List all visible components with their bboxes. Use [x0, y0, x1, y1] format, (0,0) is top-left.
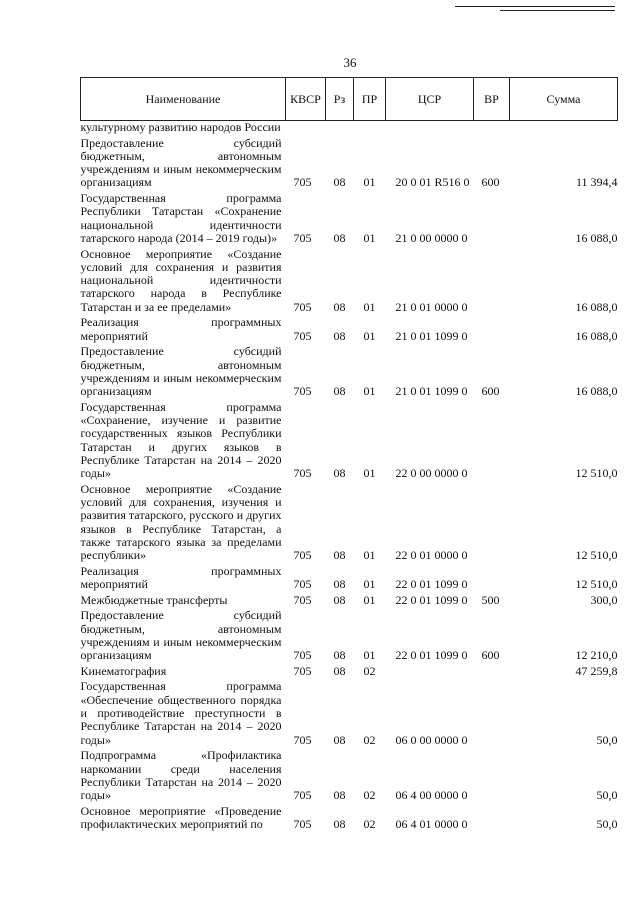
table-row [81, 316, 618, 345]
row-rz: 08 [333, 732, 346, 747]
table-row [81, 680, 618, 749]
row-pr: 01 [363, 230, 376, 245]
table-row [81, 345, 618, 400]
row-pr: 01 [363, 328, 376, 343]
row-sum: 12 510,0 [575, 548, 618, 563]
row-rz: 08 [333, 548, 346, 563]
header-rz: Рз [326, 78, 354, 121]
row-sum: 47 259,8 [575, 663, 618, 678]
row-name: Основное мероприятие «Создание условий для сохранения и развития национальной идентичности татарского народа в Республике Татарстан и за ее пределами» [80, 246, 282, 314]
row-name: Государственная программа Республики Татарстан «Сохранение национальной идентичности татарского народа (2014 – 2019 годы)» [80, 191, 282, 245]
row-kvsr [286, 121, 326, 137]
row-name: культурному развитию народов России [80, 120, 281, 134]
table-row [81, 401, 618, 483]
table-row [81, 749, 618, 804]
row-name: Государственная программа «Обеспечение общественного порядка и противодействие преступности в Республике Татарстан на 2014 – 2020 годы» [80, 679, 282, 747]
row-kvsr: 705 [293, 175, 312, 190]
header-kvsr: КВСР [286, 78, 326, 121]
row-name: Кинематография [80, 663, 167, 678]
row-pr: 01 [363, 299, 376, 314]
row-pr: 01 [363, 592, 376, 607]
table-row [81, 248, 618, 317]
row-rz: 08 [333, 592, 346, 607]
budget-table [80, 77, 618, 834]
row-vr [474, 680, 510, 749]
header-pr: ПР [354, 78, 386, 121]
row-csr: 21 0 01 0000 0 [395, 299, 468, 314]
row-rz [326, 121, 354, 137]
row-kvsr: 705 [293, 328, 312, 343]
row-name: Подпрограмма «Профилактика наркомании среди населения Республики Татарстан на 2014 – 2020 годы» [80, 748, 282, 803]
row-rz: 08 [333, 788, 346, 803]
row-name: Государственная программа «Сохранение, изучение и развитие государственных языков Республики Татарстан и других языков в Республике Татарстан на 2014 – 2020 годы» [80, 399, 282, 481]
row-csr: 22 0 01 0000 0 [395, 548, 468, 563]
row-sum: 50,0 [596, 732, 618, 747]
row-kvsr: 705 [293, 299, 312, 314]
row-name: Основное мероприятие «Создание условий для сохранения, изучения и развития татарского, русского и других языков в Республике Татарстан, а также татарского языка за пределами республики» [80, 481, 282, 563]
row-rz: 08 [333, 663, 346, 678]
row-pr: 01 [363, 577, 376, 592]
row-rz: 08 [333, 648, 346, 663]
row-vr [474, 401, 510, 483]
row-csr: 06 4 00 0000 0 [395, 788, 468, 803]
row-sum: 300,0 [590, 592, 618, 607]
row-csr: 22 0 00 0000 0 [395, 466, 468, 481]
row-name: Межбюджетные трансферты [80, 592, 228, 607]
row-vr [474, 192, 510, 247]
top-rule-short [500, 10, 615, 11]
header-sum: Сумма [510, 78, 618, 121]
row-pr [354, 121, 386, 137]
row-vr [474, 248, 510, 317]
row-vr [474, 565, 510, 594]
row-sum: 16 088,0 [575, 299, 618, 314]
row-pr: 02 [363, 817, 376, 831]
page-number: 36 [343, 55, 357, 70]
row-rz: 08 [333, 299, 346, 314]
row-vr: 600 [481, 648, 500, 663]
row-vr [474, 749, 510, 804]
row-sum [510, 121, 618, 137]
row-name: Предоставление субсидий бюджетным, автономным учреждениям и иным некоммерческим организациям [80, 135, 282, 190]
row-kvsr: 705 [293, 230, 312, 245]
row-csr: 21 0 01 1099 0 [395, 328, 468, 343]
row-pr: 01 [363, 548, 376, 563]
row-kvsr: 705 [293, 648, 312, 663]
row-vr: 500 [481, 592, 500, 607]
row-rz: 08 [333, 817, 346, 831]
row-vr: 600 [481, 175, 500, 190]
row-sum: 50,0 [596, 817, 618, 831]
row-name: Реализация программных мероприятий [80, 563, 282, 592]
top-rule [455, 6, 615, 7]
header-name: Наименование [81, 78, 286, 121]
row-csr: 22 0 01 1099 0 [395, 592, 468, 607]
row-kvsr: 705 [293, 663, 312, 678]
table-row [81, 137, 618, 192]
table-row [81, 594, 618, 610]
row-rz: 08 [333, 466, 346, 481]
row-vr [474, 805, 510, 834]
row-sum: 16 088,0 [575, 230, 618, 245]
table-row [81, 192, 618, 247]
row-rz: 08 [333, 328, 346, 343]
table-header [81, 78, 618, 121]
row-rz: 08 [333, 384, 346, 399]
row-kvsr: 705 [293, 466, 312, 481]
row-csr: 22 0 01 1099 0 [395, 648, 468, 663]
row-pr: 02 [363, 788, 376, 803]
row-csr: 21 0 01 1099 0 [395, 384, 468, 399]
header-csr: ЦСР [386, 78, 474, 121]
table-row [81, 609, 618, 664]
row-name: Основное мероприятие «Проведение профилактических мероприятий по [80, 803, 282, 831]
row-vr [474, 316, 510, 345]
row-pr: 02 [363, 663, 376, 678]
row-kvsr: 705 [293, 548, 312, 563]
row-rz: 08 [333, 230, 346, 245]
row-csr: 21 0 00 0000 0 [395, 230, 468, 245]
row-csr: 06 4 01 0000 0 [395, 817, 468, 831]
row-sum: 11 394,4 [575, 175, 618, 190]
row-sum: 12 210,0 [575, 648, 618, 663]
row-sum: 16 088,0 [575, 328, 618, 343]
row-name: Предоставление субсидий бюджетным, автономным учреждениям и иным некоммерческим организациям [80, 344, 282, 399]
row-pr: 01 [363, 648, 376, 663]
row-sum: 12 510,0 [575, 577, 618, 592]
row-kvsr: 705 [293, 788, 312, 803]
table-body [81, 121, 618, 834]
row-kvsr: 705 [293, 384, 312, 399]
row-sum: 12 510,0 [575, 466, 618, 481]
row-vr [474, 665, 510, 681]
table-row [81, 805, 618, 834]
row-kvsr: 705 [293, 577, 312, 592]
row-pr: 01 [363, 384, 376, 399]
row-vr [474, 483, 510, 565]
table-row [81, 665, 618, 681]
row-name: Предоставление субсидий бюджетным, автономным учреждениям и иным некоммерческим организациям [80, 608, 282, 663]
row-csr: 22 0 01 1099 0 [395, 577, 468, 592]
row-name: Реализация программных мероприятий [80, 315, 282, 343]
table-row [81, 121, 618, 137]
row-kvsr: 705 [293, 732, 312, 747]
row-vr: 600 [481, 384, 500, 399]
table-row [81, 483, 618, 565]
row-csr [386, 665, 474, 681]
row-sum: 50,0 [596, 788, 618, 803]
row-rz: 08 [333, 577, 346, 592]
row-pr: 01 [363, 175, 376, 190]
row-rz: 08 [333, 175, 346, 190]
row-pr: 01 [363, 466, 376, 481]
table-row [81, 565, 618, 594]
row-sum: 16 088,0 [575, 384, 618, 399]
row-vr [474, 121, 510, 137]
row-csr: 20 0 01 R516 0 [395, 175, 470, 190]
row-csr: 06 0 00 0000 0 [395, 732, 468, 747]
row-kvsr: 705 [293, 817, 312, 831]
row-kvsr: 705 [293, 592, 312, 607]
row-csr [386, 121, 474, 137]
row-pr: 02 [363, 732, 376, 747]
header-vr: ВР [474, 78, 510, 121]
